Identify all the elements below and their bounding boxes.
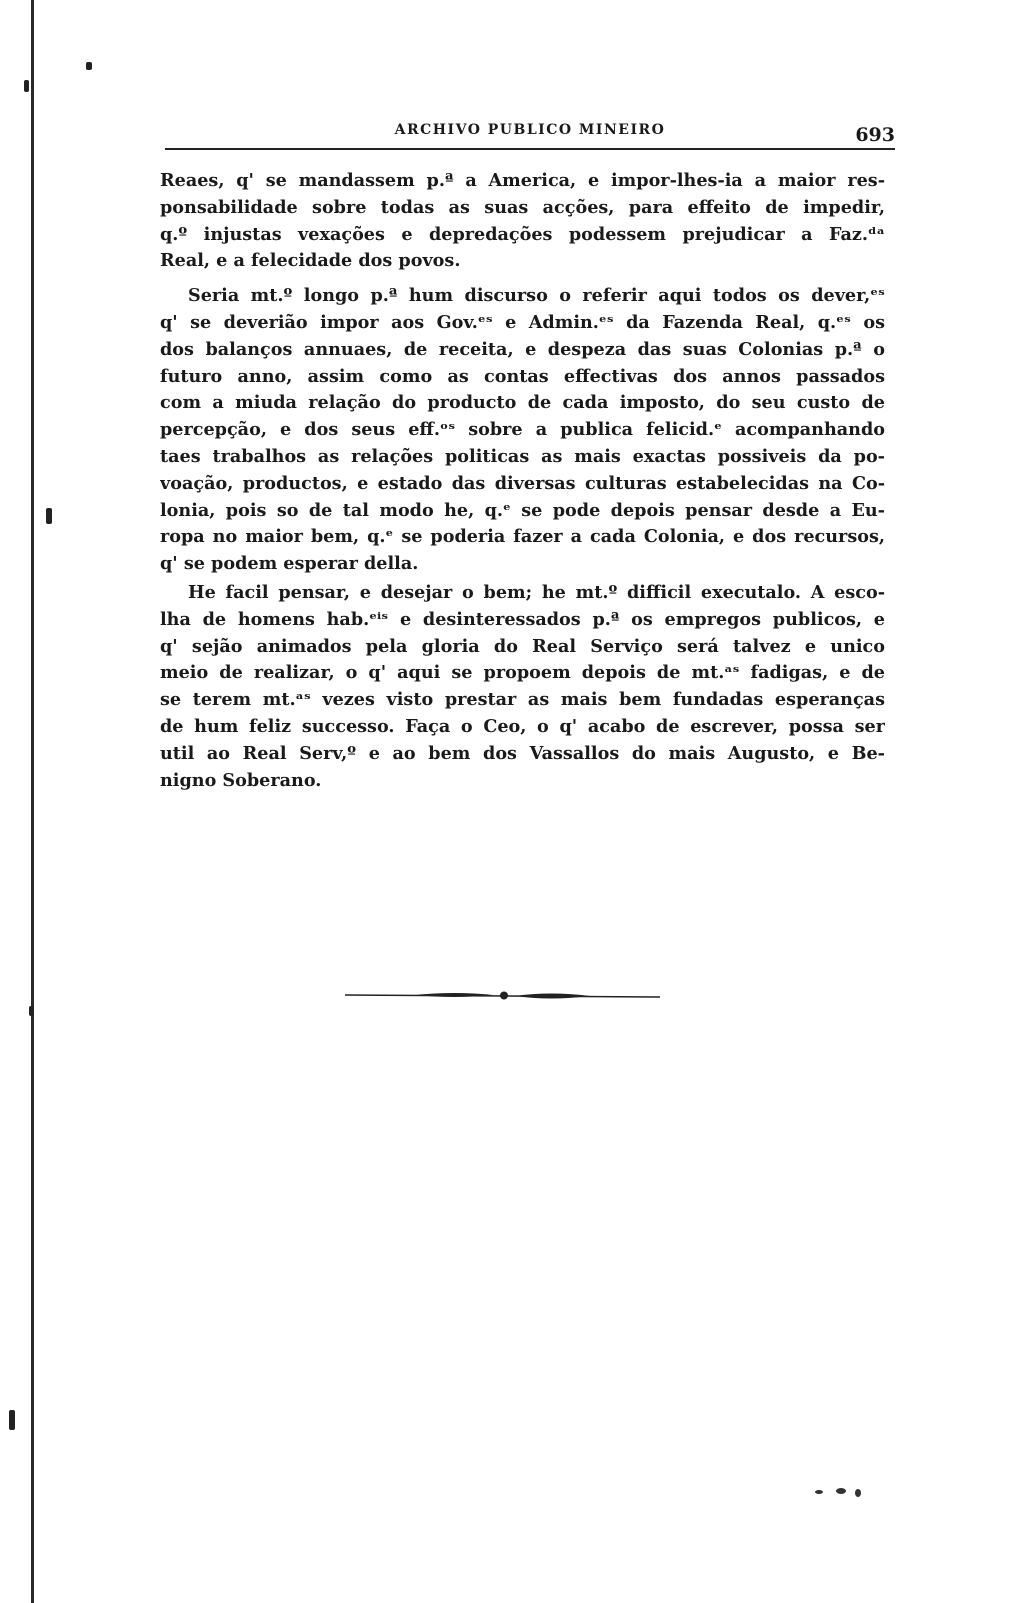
ink-speck bbox=[855, 1489, 861, 1497]
page-number: 693 bbox=[855, 124, 895, 146]
page-header bbox=[165, 118, 895, 158]
ornamental-divider bbox=[345, 985, 660, 1005]
text-line: dos balanços annuaes, de receita, e despeza das suas Colonias p.ª o bbox=[160, 338, 885, 360]
running-title: ARCHIVO PUBLICO MINEIRO bbox=[394, 122, 666, 138]
binding-mark bbox=[46, 508, 52, 524]
text-line: nigno Soberano. bbox=[160, 769, 322, 791]
binding-mark bbox=[9, 1410, 15, 1430]
header-rule bbox=[165, 148, 895, 150]
text-line: q' se podem esperar della. bbox=[160, 553, 419, 575]
text-line: meio de realizar, o q' aqui se propoem depois de mt.ᵃˢ fadigas, e de bbox=[160, 662, 885, 684]
text-line: percepção, e dos seus eff.ᵒˢ sobre a publica felicid.ᵉ acompanhando bbox=[160, 419, 885, 441]
text-line: Reaes, q' se mandassem p.ª a America, e impor-lhes-ia a maior res- bbox=[160, 170, 885, 191]
text-line: He facil pensar, e desejar o bem; he mt.º difficil executalo. A esco- bbox=[188, 581, 885, 603]
text-line: lonia, pois so de tal modo he, q.ᵉ se pode depois pensar desde a Eu- bbox=[160, 499, 885, 521]
binding-mark bbox=[29, 1006, 34, 1016]
text-line: Seria mt.º longo p.ª hum discurso o referir aqui todos os dever,ᵉˢ bbox=[188, 285, 885, 307]
text-line: q' sejão animados pela gloria do Real Serviço será talvez e unico bbox=[160, 635, 885, 657]
ink-speck bbox=[86, 62, 92, 70]
paragraph bbox=[160, 580, 885, 794]
text-line: se terem mt.ᵃˢ vezes visto prestar as mais bem fundadas esperanças bbox=[160, 689, 885, 711]
binding-edge-line bbox=[31, 0, 34, 1603]
text-line: taes trabalhos as relações politicas as mais exactas possiveis da po- bbox=[160, 445, 885, 467]
body-text bbox=[160, 168, 885, 794]
text-line: ropa no maior bem, q.ᵉ se poderia fazer a cada Colonia, e dos recursos, bbox=[160, 526, 885, 548]
text-line: com a miuda relação do producto de cada imposto, do seu custo de bbox=[160, 392, 885, 414]
text-line: voação, productos, e estado das diversas culturas estabelecidas na Co- bbox=[160, 472, 885, 494]
text-line: ponsabilidade sobre todas as suas acções, para effeito de impedir, bbox=[160, 196, 885, 218]
binding-mark bbox=[24, 80, 29, 92]
paragraph bbox=[160, 283, 885, 578]
text-line: futuro anno, assim como as contas effectivas dos annos passados bbox=[160, 365, 885, 387]
text-line: q.º injustas vexações e depredações podessem prejudicar a Faz.ᵈᵃ bbox=[160, 223, 885, 245]
ink-speck bbox=[836, 1488, 846, 1494]
text-line: Real, e a felecidade dos povos. bbox=[160, 250, 461, 272]
text-line: de hum feliz successo. Faça o Ceo, o q' acabo de escrever, possa ser bbox=[160, 715, 885, 737]
text-line: lha de homens hab.ᵉⁱˢ e desinteressados p.ª os empregos publicos, e bbox=[160, 608, 885, 630]
text-line: util ao Real Serv,º e ao bem dos Vassallos do mais Augusto, e Be- bbox=[160, 742, 885, 764]
ink-speck bbox=[815, 1490, 823, 1494]
paragraph bbox=[160, 168, 885, 275]
text-line: q' se deverião impor aos Gov.ᵉˢ e Admin.ᵉˢ da Fazenda Real, q.ᵉˢ os bbox=[160, 311, 885, 333]
